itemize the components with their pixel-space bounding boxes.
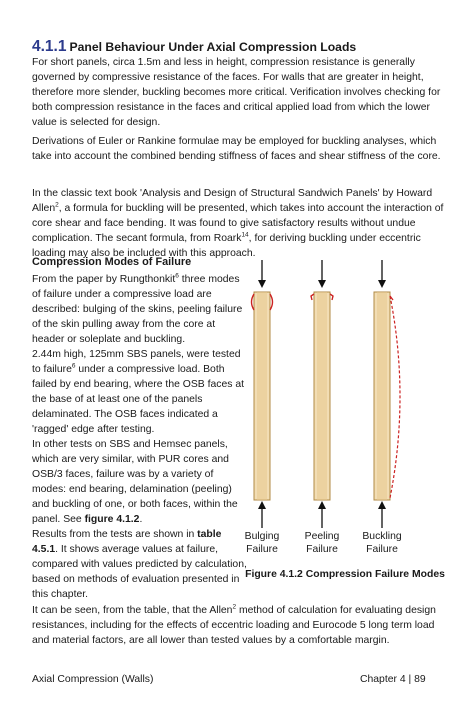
paragraph-allen-method: It can be seen, from the table, that the Allen$^2$ method of calculation for evaluating design resistances, including for the effects of eccentric loading and Eurocode 5 long term load and material factors, are all lower than tested values by a comfortable margin. [32,603,436,647]
footer-page-number: Chapter 4 | 89 [360,674,426,685]
paragraph-rungthonkit: From the paper by Rungthonkit$^6$ three modes of failure under a compressive load are described: bulging of the skins, peeling failure of the skin pulling away from the core at header or soleplate and buckling. [32,272,243,346]
reference-superscript: 14 [241,231,249,239]
reference-superscript: 2 [55,201,59,209]
reference-superscript: 6 [175,272,179,280]
failure-modes-figure [240,256,450,586]
reference-superscript: 2 [232,603,237,611]
paragraph-results: Results from the tests are shown in table 4.5.1. It shows average values at failure, compared with values predicted by calculation, based on methods of evaluation presented in this chapter. [32,529,247,601]
figure-caption: Figure 4.1.2 Compression Failure Modes [245,569,445,580]
buckling-panel-diagram [374,260,400,528]
paragraph-short-panels: For short panels, circa 1.5m and less in height, compression resistance is generally governed by compressive resistance of the faces. For walls that are greater in height, therefore more slender, buckling becomes more critical. Verification involves checking for both compression resistance in the faces and critical applied load from which the lower value is selected for design. [32,57,441,129]
bulging-failure-label: Bulging Failure [244,531,280,555]
failure-modes-diagram [240,256,450,546]
buckling-failure-label: Buckling Failure [362,531,402,555]
subsection-heading: Compression Modes of Failure [32,256,192,268]
paragraph-other-tests: In other tests on SBS and Hemsec panels, which are very similar, with PUR cores and OSB/3 faces, failure was by a variety of modes: end bearing, delamination (peeling) and buckling of one, or both faces, within the panel. See figure 4.1.2. [32,439,238,526]
paragraph-sbs-test: 2.44m high, 125mm SBS panels, were tested to failure$^6$ under a compressive load. Both failed by end bearing, where the OSB faces at the base of at least one of the panels delaminated. The OSB faces indicated a 'ragged' edge after testing. [32,349,244,436]
peeling-panel-diagram [311,260,333,528]
section-number: 4.1.1 [32,38,67,55]
buckle-curve [390,296,400,498]
table-reference: table 4.5.1 [32,529,222,556]
paragraph-derivations: Derivations of Euler or Rankine formulae may be employed for buckling analyses, which take into account the combined bending stiffness of faces and shear stiffness of the core. [32,136,441,163]
peeling-failure-label: Peeling Failure [304,531,340,555]
bulging-panel-diagram [252,260,273,528]
section-heading [32,38,356,56]
figure-reference: figure 4.1.2 [84,514,140,526]
reference-superscript: 6 [71,362,76,370]
section-title: Panel Behaviour Under Axial Compression Loads [69,40,357,54]
footer-chapter-title: Axial Compression (Walls) [32,674,154,685]
paragraph-classic-textbook: In the classic text book 'Analysis and Design of Structural Sandwich Panels' by Howard Allen$^2$, a formula for buckling will be presented, which takes into account the interaction of core shear and face bending. It was found to give satisfactory results without undue complication. The secant formula, from Roark$^{14}$, for deriving buckling under eccentric loading may also be included with this approach. [32,188,444,260]
